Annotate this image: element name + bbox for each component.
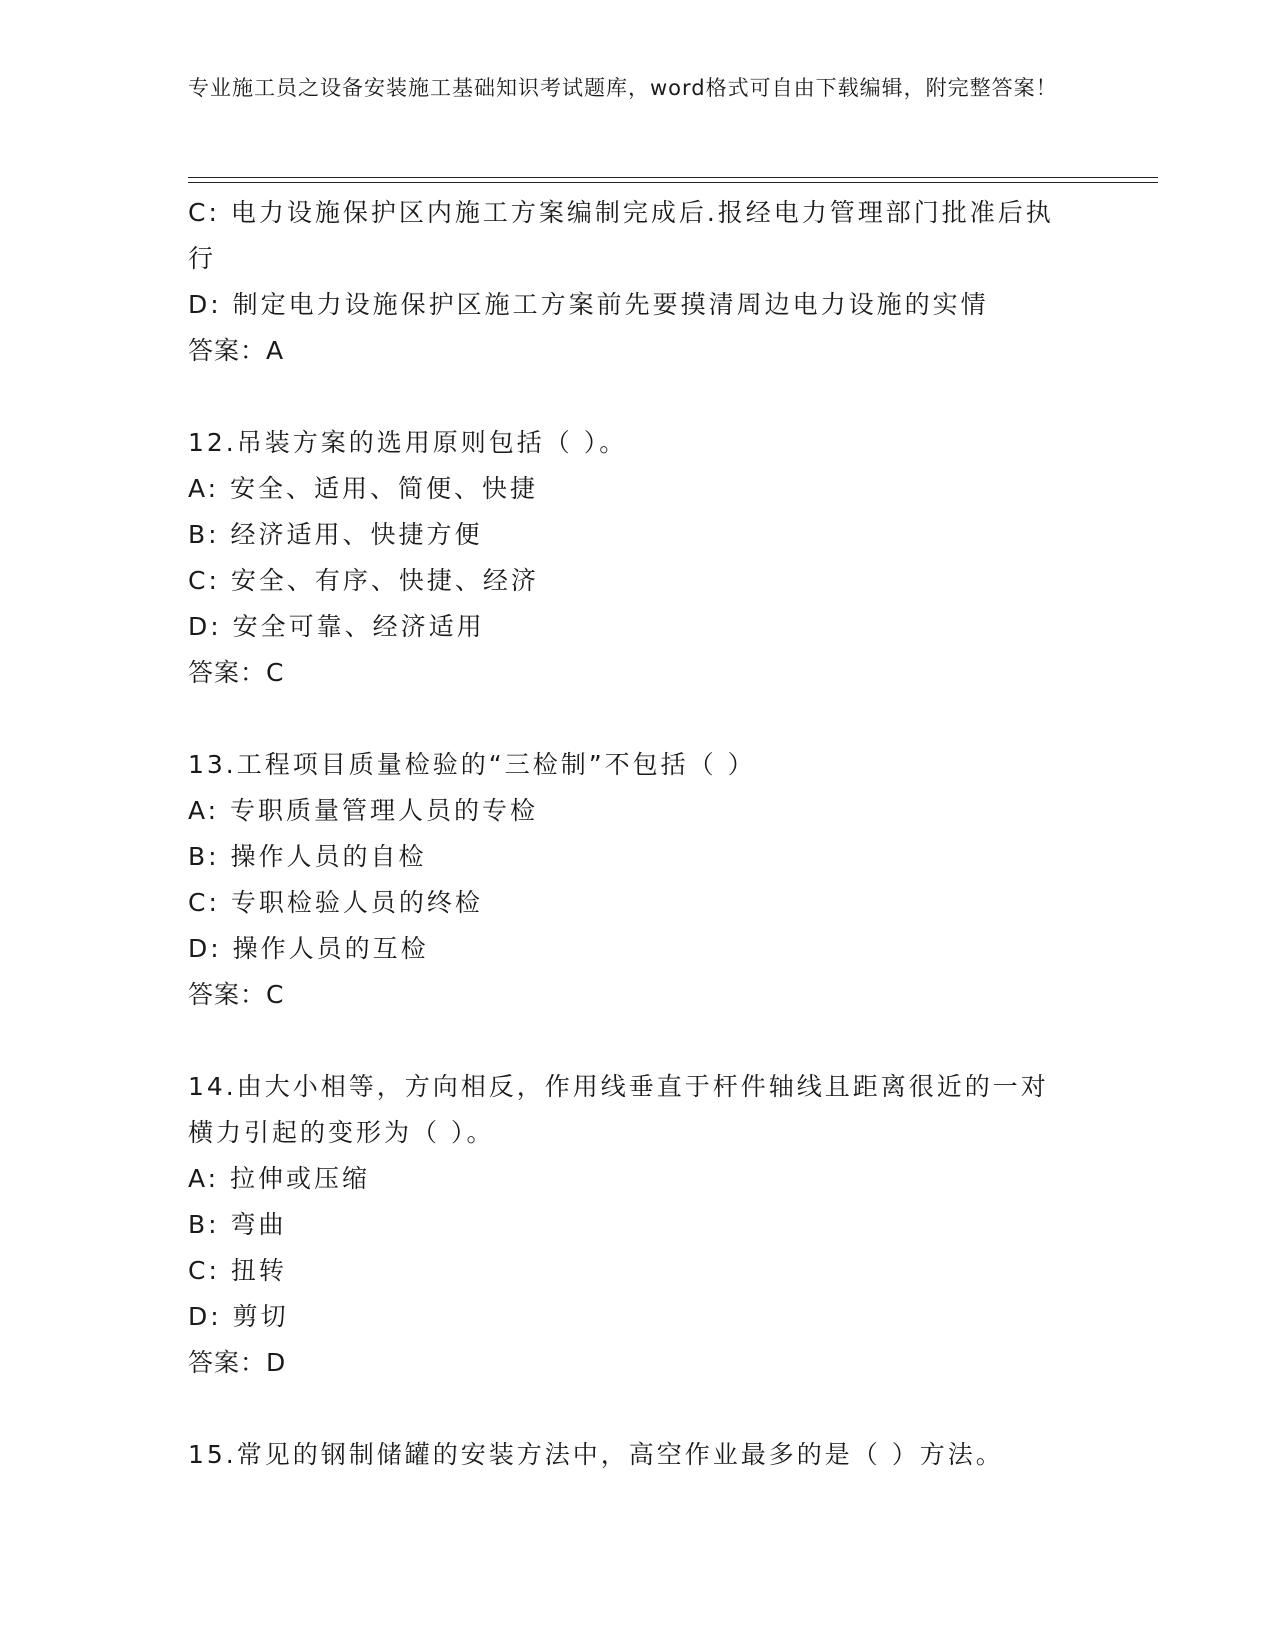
option-d: D: 剪切	[188, 1302, 289, 1331]
page-header: 专业施工员之设备安装施工基础知识考试题库，word格式可自由下载编辑，附完整答案！	[188, 76, 1058, 100]
option-d: D: 制定电力设施保护区施工方案前先要摸清周边电力设施的实情	[188, 290, 989, 319]
question-stem: 12.吊装方案的选用原则包括（ ）。	[188, 428, 628, 457]
question-stem: 14.由大小相等，方向相反，作用线垂直于杆件轴线且距离很近的一对横力引起的变形为（ ）。	[188, 1072, 1049, 1147]
option-b: B: 弯曲	[188, 1210, 287, 1239]
option-d: D: 操作人员的互检	[188, 934, 429, 963]
option-b: B: 经济适用、快捷方便	[188, 520, 483, 549]
option-c: C: 电力设施保护区内施工方案编制完成后.报经电力管理部门批准后执行	[188, 198, 1054, 273]
header-rule-bottom	[188, 182, 1158, 183]
option-b: B: 操作人员的自检	[188, 842, 427, 871]
header-rule-top	[188, 177, 1158, 178]
answer-line: 答案：C	[188, 980, 285, 1009]
option-a: A: 拉伸或压缩	[188, 1164, 371, 1193]
question-13	[188, 742, 1088, 1018]
answer-line: 答案：D	[188, 1348, 287, 1377]
answer-line: 答案：C	[188, 658, 285, 687]
question-14	[188, 1064, 1088, 1386]
answer-line: 答案：A	[188, 336, 285, 365]
option-a: A: 专职质量管理人员的专检	[188, 796, 539, 825]
option-d: D: 安全可靠、经济适用	[188, 612, 485, 641]
continued-question	[188, 190, 1088, 374]
option-a: A: 安全、适用、简便、快捷	[188, 474, 539, 503]
question-12	[188, 420, 1088, 696]
option-c: C: 专职检验人员的终检	[188, 888, 483, 917]
option-c: C: 安全、有序、快捷、经济	[188, 566, 539, 595]
question-content	[188, 190, 1088, 1478]
question-15	[188, 1432, 1088, 1478]
question-stem: 15.常见的钢制储罐的安装方法中，高空作业最多的是（ ）方法。	[188, 1440, 1004, 1469]
question-stem: 13.工程项目质量检验的“三检制”不包括（ ）	[188, 750, 756, 779]
option-c: C: 扭转	[188, 1256, 287, 1285]
